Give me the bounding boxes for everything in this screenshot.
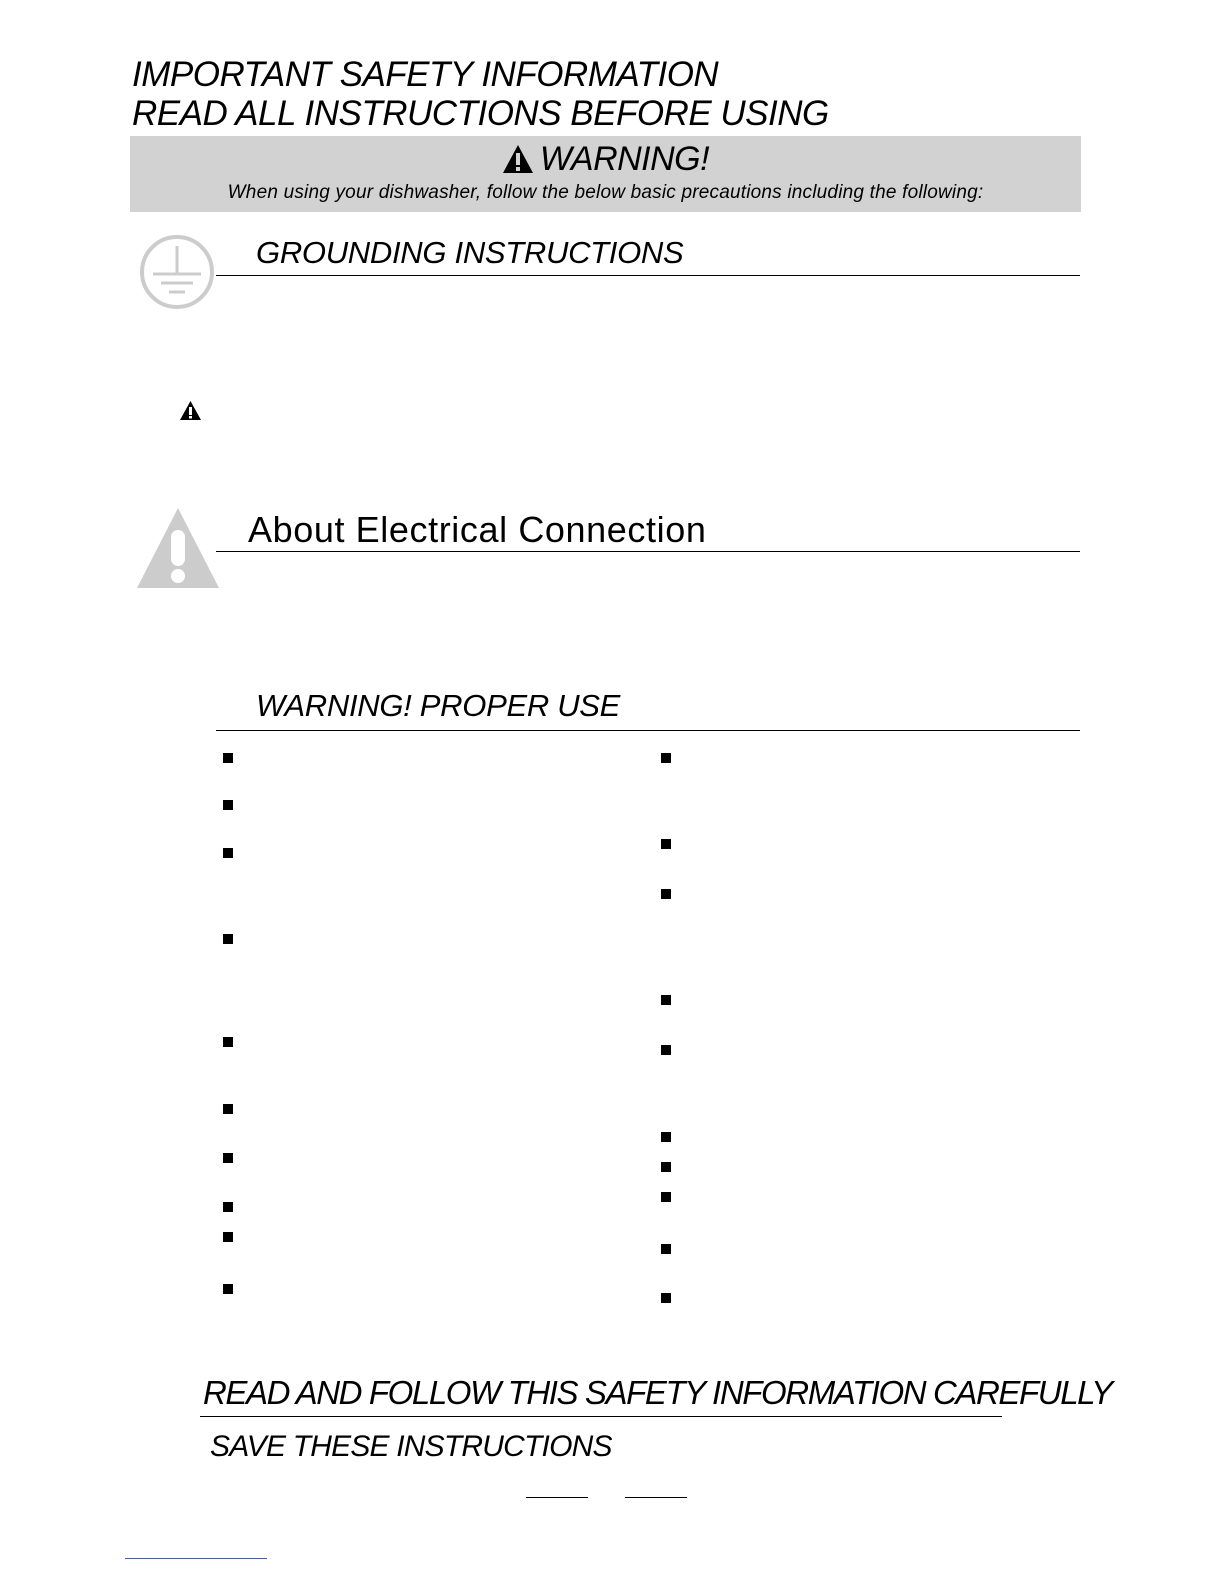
warning-subtitle: When using your dishwasher, follow the below basic precautions including the following: <box>227 182 984 203</box>
bottom-link-underline <box>125 1558 267 1559</box>
bullet-marker <box>223 934 233 944</box>
bullet-marker <box>661 1293 671 1303</box>
small-warning-icon <box>179 400 202 421</box>
bullet-marker <box>223 753 233 763</box>
bullet-marker <box>661 1162 671 1172</box>
footer-divider <box>200 1416 1002 1417</box>
grounding-divider <box>216 275 1080 276</box>
bullet-marker <box>223 1153 233 1163</box>
page-number-line-right <box>625 1497 687 1498</box>
bullet-marker <box>223 1202 233 1212</box>
bullet-marker <box>223 1104 233 1114</box>
bullet-marker <box>661 753 671 763</box>
warning-banner <box>130 136 1081 212</box>
warning-banner-heading <box>130 140 1081 178</box>
page-number-line-left <box>526 1497 588 1498</box>
bullet-marker <box>661 1132 671 1142</box>
page-title-line-2: READ ALL INSTRUCTIONS BEFORE USING <box>132 94 829 133</box>
bullet-marker <box>661 1244 671 1254</box>
electrical-divider <box>216 551 1080 552</box>
ground-symbol-icon <box>139 234 215 310</box>
section-title-proper-use: WARNING! PROPER USE <box>256 688 621 723</box>
bullet-marker <box>661 889 671 899</box>
bullet-marker <box>661 995 671 1005</box>
page-title-line-1: IMPORTANT SAFETY INFORMATION <box>132 55 719 94</box>
bullet-marker <box>661 1045 671 1055</box>
proper-use-divider <box>216 730 1080 731</box>
bullet-marker <box>223 1284 233 1294</box>
section-title-grounding: GROUNDING INSTRUCTIONS <box>256 235 684 270</box>
footer-save-instructions: SAVE THESE INSTRUCTIONS <box>210 1430 612 1463</box>
bullet-marker <box>223 848 233 858</box>
bullet-marker <box>223 1232 233 1242</box>
footer-instruction: READ AND FOLLOW THIS SAFETY INFORMATION CAREFULLY <box>203 1374 1112 1411</box>
bullet-marker <box>661 839 671 849</box>
bullet-marker <box>661 1192 671 1202</box>
warning-exclamation-icon <box>136 506 220 590</box>
warning-triangle-icon <box>502 144 534 174</box>
warning-title: WARNING! <box>539 140 710 178</box>
section-title-electrical: About Electrical Connection <box>248 509 707 550</box>
bullet-marker <box>223 1037 233 1047</box>
bullet-marker <box>223 800 233 810</box>
